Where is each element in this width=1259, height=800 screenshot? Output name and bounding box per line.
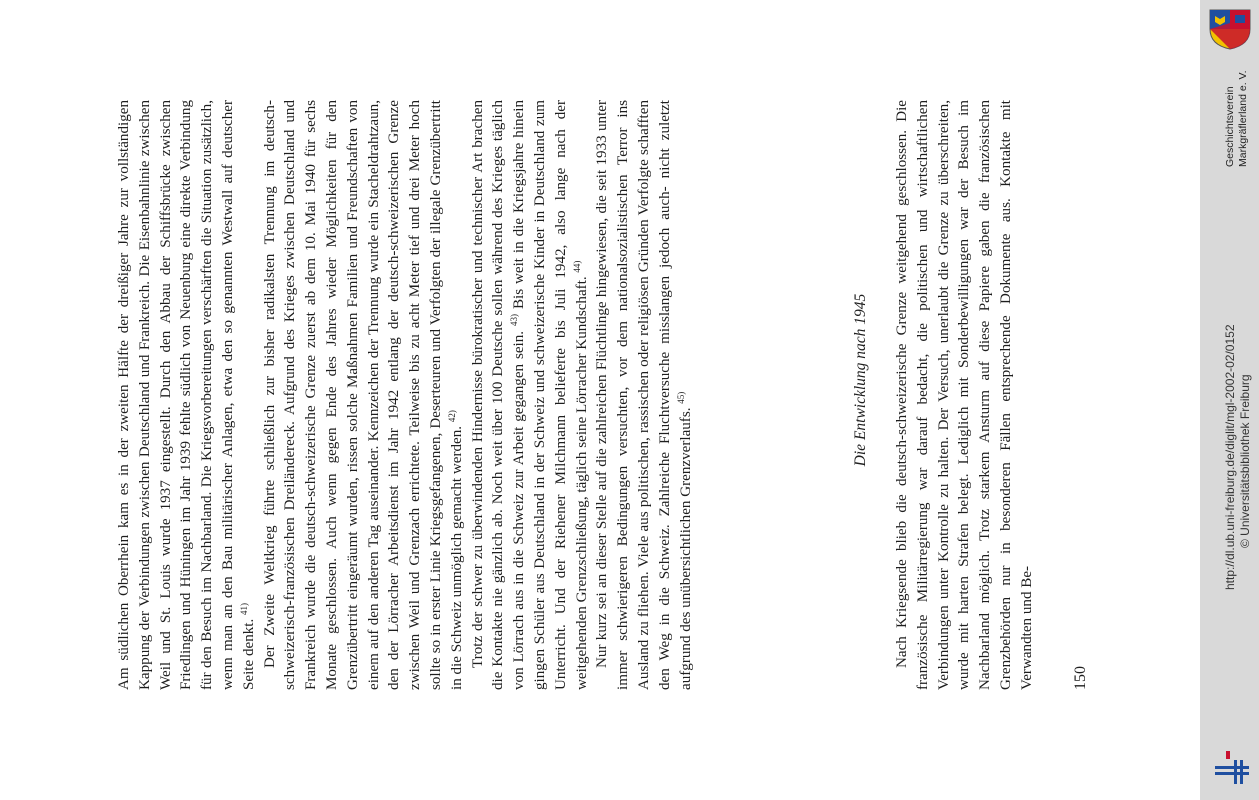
footnote-ref-44[interactable]: 44): [571, 260, 582, 273]
page-number: 150: [1072, 666, 1089, 690]
library-logo-icon[interactable]: [1212, 748, 1252, 788]
society-name-line2: Markgräflerland e. V.: [1237, 70, 1249, 167]
section-heading: Die Entwicklung nach 1945: [852, 293, 869, 467]
footnote-ref-41[interactable]: 41): [238, 602, 249, 615]
footnote-ref-42[interactable]: 42): [446, 410, 457, 423]
document-url-link[interactable]: http://dl.ub.uni-freiburg.de/diglit/mgl-2002-02/0152: [1223, 324, 1237, 590]
text-block-post-1945: [892, 100, 1038, 690]
copyright-notice: © Universitätsbibliothek Freiburg: [1238, 374, 1252, 548]
text-block-pre-1945: [114, 100, 696, 690]
rotated-page-content: [72, 30, 1200, 730]
paragraph-1: Am südlichen Oberrhein kam es in der zweiten Hälfte der dreißiger Jahre zur vollständigen Kappung der Verbindungen zwischen Deutschland und Frankreich. Die Eisenbahnlinie zwischen Weil und St. Louis wurde 1937 eingestellt. Durch den Abbau der Schiffsbrücke zwischen Friedlingen und Hüningen im Jahr 1939 fehlte südlich von Neuenburg eine direkte Verbindung für den Besuch im Nachbarland. Die Kriegsvorbereitungen verschärften die Situation zusätzlich, wenn man an den Bau militärischer Anlagen, etwa den so genannten Westwall auf deutscher Seite denkt. $^{41)}$: [116, 100, 257, 690]
society-name-line1: Geschichtsverein: [1224, 86, 1236, 167]
paragraph-4: Nur kurz sei an dieser Stelle auf die zahlreichen Flüchtlinge hingewiesen, die seit 1933 unter immer schwierigeren Bedingungen versuchten, vor dem nationalsozialistischen Terror ins Ausland zu fliehen. Viele aus politischen, rassischen oder religiösen Gründen Verfolgte schafften den Weg in die Schweiz. Zahlreiche Fluchtversuche misslangen jedoch auch- nicht zuletzt aufgrund des unübersichtlichen Grenzverlaufs. $^{45)}$: [594, 100, 694, 690]
coat-of-arms-icon[interactable]: [1207, 7, 1253, 51]
paragraph-2: Der Zweite Weltkrieg führte schließlich zur bisher radikalsten Trennung im deutsch-schweizerisch-französischen Dreiländereck. Aufgrund des Krieges zwischen Deutschland und Frankreich wurde die deutsch-schweizerische Grenze zuerst ab dem 10. Mai 1940 für sechs Monate geschlossen. Auch wenn gegen Ende des Jahres wieder Möglichkeiten für den Grenzübertritt eingeräumt wurden, rissen solche Maßnahmen Familien und Freundschaften von einem auf den anderen Tag auseinander. Kennzeichen der Trennung wurde ein Stacheldrahtzaun, den der Lörracher Arbeitsdienst im Jahr 1942 entlang der deutsch-schweizerischen Grenze zwischen Weil und Grenzach errichtete. Teilweise bis zu acht Meter tief und drei Meter hoch sollte so in erster Linie Kriegsgefangenen, Deserteuren und Verfolgten der illegale Grenzübertritt in die Schweiz unmöglich gemacht werden. $^{42)}$: [261, 100, 465, 690]
viewer-sidebar: [1200, 0, 1259, 800]
footnote-ref-45[interactable]: 45): [675, 391, 686, 404]
paragraph-5: Nach Kriegsende blieb die deutsch-schweizerische Grenze weitgehend geschlossen. Die französische Militärregierung war darauf bedacht, die politischen und wirtschaftlichen Verbindungen unter Kontrolle zu halten. Der Versuch, unerlaubt die Grenze zu überschreiten, wurde mit harten Strafen belegt. Lediglich mit Sonderbewilligungen war der Besuch im Nachbarland möglich. Trotz starkem Ansturm auf diese Papiere gaben die französischen Grenzbehörden nur in besonderen Fällen entsprechende Dokumente aus. Kontakte mit Verwandten und Be-: [894, 100, 1035, 690]
paragraph-3: Trotz der schwer zu überwindenden Hindernisse bürokratischer und technischer Art brachen die Kontakte nie gänzlich ab. Noch weit über 100 Deutsche sollen während des Krieges täglich von Lörrach aus in die Schweiz zur Arbeit gegangen sein. $^{43)}$ Bis weit in die Kriegsjahre hinein gingen Schüler aus Deutschland in der Schweiz und schweizerische Kinder in Deutschland zum Unterricht. Und der Riehener Milchmann belieferte bis Juli 1942, also lange nach der weitgehenden Grenzschließung, täglich seine Lörracher Kundschaft. $^{44)}$: [469, 99, 590, 690]
footnote-ref-43[interactable]: 43): [509, 313, 520, 326]
